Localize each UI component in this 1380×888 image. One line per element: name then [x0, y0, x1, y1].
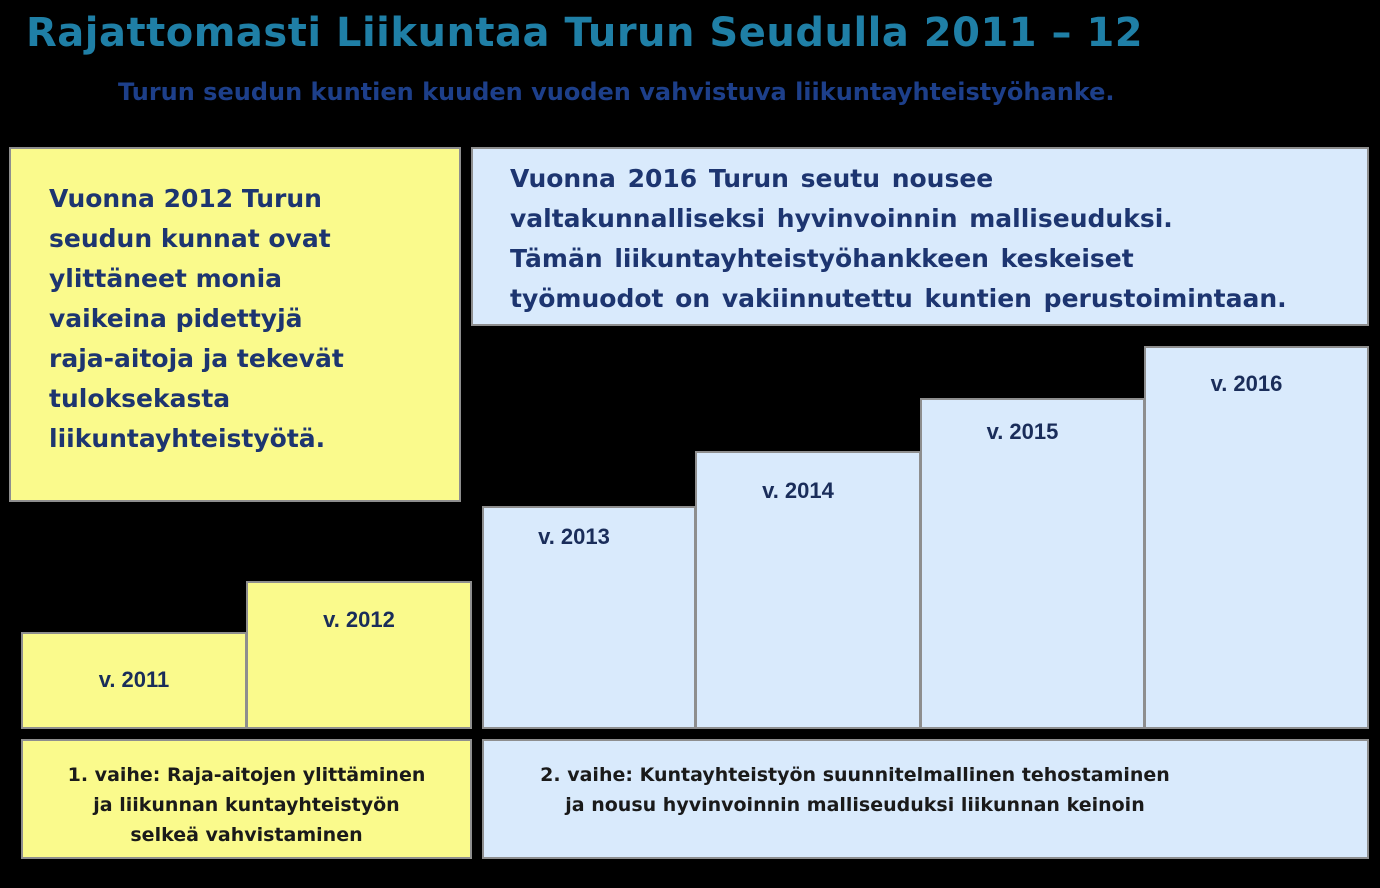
phase-line: 2. vaihe: Kuntayhteistyön suunnitelmallinen tehostaminen	[540, 764, 1170, 786]
statement-line: liikuntayhteistyötä.	[49, 424, 326, 453]
phase-line: ja nousu hyvinvoinnin malliseuduksi liikunnan keinoin	[565, 794, 1145, 816]
statement-line: vaikeina pidettyjä	[49, 304, 303, 333]
step-2013	[482, 506, 696, 729]
step-2011	[21, 632, 247, 729]
statement-2012-text	[49, 179, 344, 459]
statement-2016-box	[471, 147, 1369, 326]
step-year-label: v. 2013	[538, 524, 610, 549]
step-2015	[920, 398, 1145, 729]
phase-2-box	[482, 739, 1369, 859]
statement-line: ylittäneet monia	[49, 264, 283, 293]
step-2014	[695, 451, 921, 729]
phase-line: 1. vaihe: Raja-aitojen ylittäminen	[67, 764, 426, 786]
step-year-label: v. 2015	[986, 419, 1059, 444]
statement-line: Tämän liikuntayhteistyöhankkeen keskeiset	[510, 244, 1134, 273]
phase-line: ja liikunnan kuntayhteistyön	[93, 794, 400, 816]
step-year-label: v. 2012	[323, 607, 395, 632]
statement-line: valtakunnalliseksi hyvinvoinnin malliseuduksi.	[510, 204, 1173, 233]
statement-line: Vuonna 2016 Turun seutu nousee	[510, 164, 994, 193]
step-year-label: v. 2016	[1210, 371, 1283, 396]
statement-line: seudun kunnat ovat	[49, 224, 331, 253]
page-subtitle: Turun seudun kuntien kuuden vuoden vahvistuva liikuntayhteistyöhanke.	[118, 78, 1115, 106]
step-year-label: v. 2011	[98, 667, 170, 692]
statement-line: raja-aitoja ja tekevät	[49, 344, 344, 373]
phase-line: selkeä vahvistaminen	[130, 824, 363, 846]
statement-line: työmuodot on vakiinnutettu kuntien perustoimintaan.	[510, 284, 1287, 313]
step-2012	[246, 581, 472, 729]
phase-2-text	[484, 760, 1226, 820]
step-year-label: v. 2014	[762, 478, 834, 503]
phase-1-box	[21, 739, 472, 859]
phase-1-text	[23, 760, 470, 850]
page-title: Rajattomasti Liikuntaa Turun Seudulla 2011 – 12	[26, 10, 1144, 56]
statement-line: tuloksekasta	[49, 384, 231, 413]
statement-2012-box	[9, 147, 461, 502]
statement-line: Vuonna 2012 Turun	[49, 184, 322, 213]
statement-2016-text	[510, 159, 1287, 319]
step-2016	[1144, 346, 1369, 729]
